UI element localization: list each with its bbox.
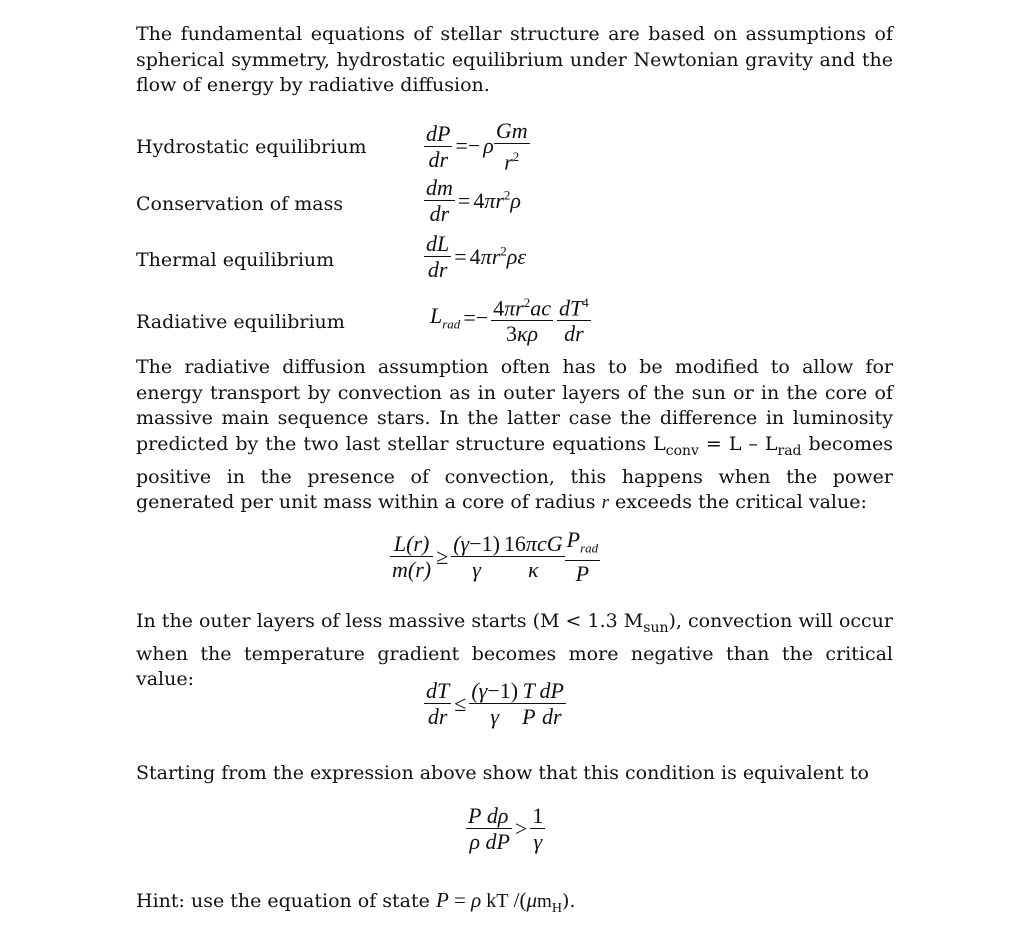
convection-paragraph: The radiative diffusion assumption often has to be modified to allow for energy transport by convection as in outer layers of the sun or in the core of massive main sequence stars. In the latter case the difference in luminosity predicted by the two last stellar structure equations $L_{conv} = L - L_{rad}$ becomes positive in the presence of convection, this happens when the power generated per unit mass within a core of radius r exceeds the critical value: — [136, 356, 893, 514]
outer-layers-paragraph: In the outer layers of less massive starts (M < 1.3 $M_{sun}$), convection will occur when the temperature gradient becomes more negative than the critical value: — [136, 610, 893, 691]
equation-temperature-gradient: $\frac{dT}{dr}$ ≤ $\frac{(\gamma-1)}{\gamma}$ $\frac{T}{P}$ $\frac{dP}{dr}$ — [426, 678, 564, 729]
hint-paragraph: Hint: use the equation of state P = ρ kT $/(\mu m_H)$. — [136, 888, 576, 916]
intro-paragraph: The fundamental equations of stellar structure are based on assumptions of spherical symmetry, hydrostatic equilibrium under Newtonian gravity and the flow of energy by radiative diffusion. — [136, 23, 893, 97]
equation-thermal: $\frac{dL}{dr}$ = $4\pi r^2\rho\varepsilon$ — [426, 231, 526, 282]
equation-mass: $\frac{dm}{dr}$ = $4\pi r^2\rho$ — [426, 175, 521, 226]
label-thermal-equilibrium: Thermal equilibrium — [136, 249, 335, 271]
label-radiative-equilibrium: Radiative equilibrium — [136, 311, 345, 333]
equation-radiative: $L_{rad}$ =− $\frac{4\pi r^2ac}{3\kappa\rho}$ $\frac{dT^4}{dr}$ — [430, 290, 591, 346]
label-hydrostatic-equilibrium: Hydrostatic equilibrium — [136, 136, 367, 158]
label-conservation-of-mass: Conservation of mass — [136, 193, 344, 215]
task-paragraph: Starting from the expression above show that this condition is equivalent to — [136, 762, 869, 784]
equation-core-convection-criterion: $\frac{L(r)}{m(r)}$ ≥ $\frac{(\gamma-1)}{\gamma}$ $\frac{\text{16πcG}}{\kappa}$ $\frac{P_{rad}}{P}$ — [392, 527, 599, 587]
equation-equivalent-condition: $\frac{P}{\rho}$ $\frac{d\rho}{dP}$ > $\frac{1}{\gamma}$ — [468, 803, 544, 854]
equation-hydrostatic: $\frac{dP}{dr}$ =− ρ $\frac{Gm}{r^2}$ — [426, 118, 528, 175]
